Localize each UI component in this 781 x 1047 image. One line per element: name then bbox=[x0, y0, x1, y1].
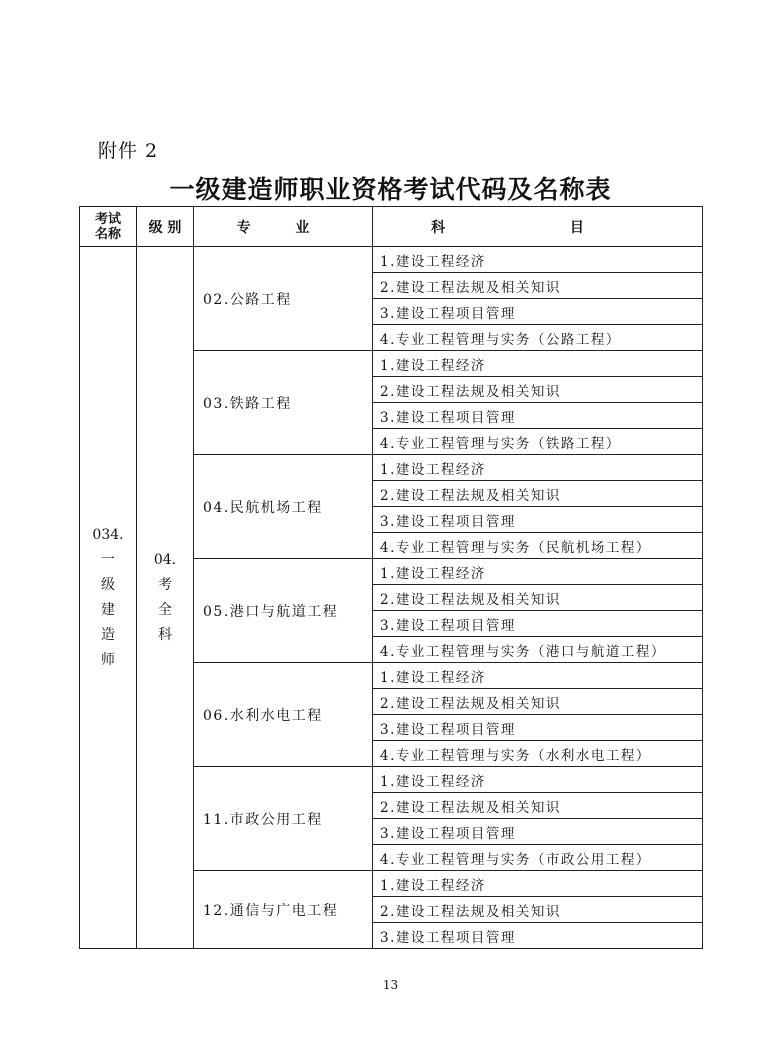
subject-cell: 3.建设工程项目管理 bbox=[373, 611, 703, 637]
subject-cell: 4.专业工程管理与实务（市政公用工程） bbox=[373, 845, 703, 871]
subject-cell: 4.专业工程管理与实务（港口与航道工程） bbox=[373, 637, 703, 663]
subject-cell: 1.建设工程经济 bbox=[373, 559, 703, 585]
major-cell: 03.铁路工程 bbox=[194, 351, 373, 455]
header-exam-name: 考试 名称 bbox=[80, 207, 137, 247]
subject-cell: 4.专业工程管理与实务（民航机场工程） bbox=[373, 533, 703, 559]
subject-cell: 3.建设工程项目管理 bbox=[373, 715, 703, 741]
subject-cell: 2.建设工程法规及相关知识 bbox=[373, 793, 703, 819]
subject-cell: 1.建设工程经济 bbox=[373, 767, 703, 793]
subject-cell: 3.建设工程项目管理 bbox=[373, 299, 703, 325]
header-level: 级 别 bbox=[137, 207, 194, 247]
subject-cell: 3.建设工程项目管理 bbox=[373, 507, 703, 533]
subject-cell: 1.建设工程经济 bbox=[373, 455, 703, 481]
subject-cell: 2.建设工程法规及相关知识 bbox=[373, 585, 703, 611]
major-cell: 06.水利水电工程 bbox=[194, 663, 373, 767]
level-cell: 04. 考 全 科 bbox=[137, 247, 194, 949]
subject-cell: 3.建设工程项目管理 bbox=[373, 923, 703, 949]
subject-cell: 2.建设工程法规及相关知识 bbox=[373, 377, 703, 403]
subject-cell: 1.建设工程经济 bbox=[373, 247, 703, 273]
subject-cell: 3.建设工程项目管理 bbox=[373, 403, 703, 429]
major-cell: 02.公路工程 bbox=[194, 247, 373, 351]
attachment-label: 附件 2 bbox=[98, 140, 159, 162]
subject-cell: 1.建设工程经济 bbox=[373, 351, 703, 377]
subject-cell: 2.建设工程法规及相关知识 bbox=[373, 481, 703, 507]
subject-cell: 2.建设工程法规及相关知识 bbox=[373, 689, 703, 715]
subject-cell: 4.专业工程管理与实务（水利水电工程） bbox=[373, 741, 703, 767]
subject-cell: 1.建设工程经济 bbox=[373, 871, 703, 897]
major-cell: 05.港口与航道工程 bbox=[194, 559, 373, 663]
subject-cell: 2.建设工程法规及相关知识 bbox=[373, 897, 703, 923]
subject-cell: 2.建设工程法规及相关知识 bbox=[373, 273, 703, 299]
major-cell: 12.通信与广电工程 bbox=[194, 871, 373, 949]
table-row bbox=[80, 247, 703, 273]
subject-cell: 4.专业工程管理与实务（公路工程） bbox=[373, 325, 703, 351]
header-subject: 科 目 bbox=[373, 207, 703, 247]
subject-cell: 1.建设工程经济 bbox=[373, 663, 703, 689]
exam-name-cell: 034. 一 级 建 造 师 bbox=[80, 247, 137, 949]
table-header-row bbox=[80, 207, 703, 247]
major-cell: 11.市政公用工程 bbox=[194, 767, 373, 871]
subject-cell: 3.建设工程项目管理 bbox=[373, 819, 703, 845]
header-major: 专 业 bbox=[194, 207, 373, 247]
page-title: 一级建造师职业资格考试代码及名称表 bbox=[169, 175, 612, 204]
major-cell: 04.民航机场工程 bbox=[194, 455, 373, 559]
exam-code-table bbox=[79, 206, 703, 949]
subject-cell: 4.专业工程管理与实务（铁路工程） bbox=[373, 429, 703, 455]
page-number: 13 bbox=[382, 978, 399, 992]
